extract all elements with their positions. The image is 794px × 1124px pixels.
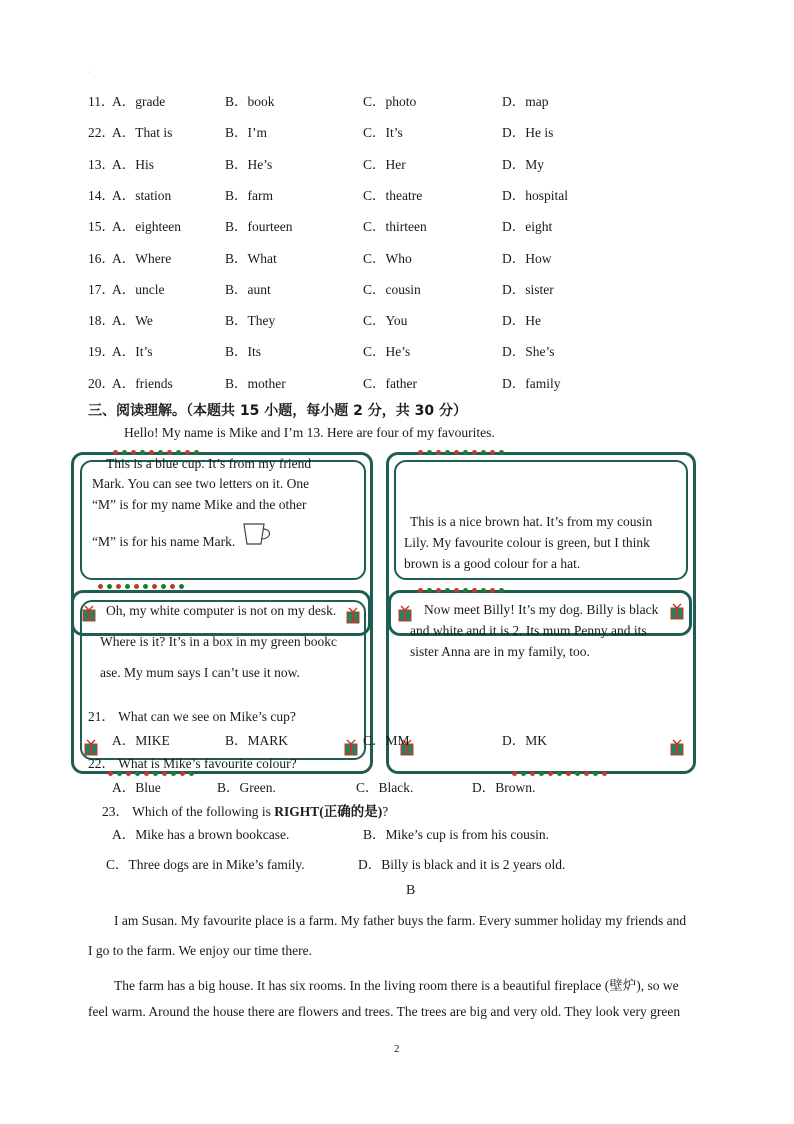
q23-option-a: A．Mike has a brown bookcase.	[112, 827, 290, 842]
gift-icon	[82, 604, 96, 622]
option-b: B．aunt	[225, 281, 271, 297]
decorative-dot	[472, 588, 477, 593]
question-number: 18．	[88, 313, 115, 329]
option-d: D．hospital	[502, 187, 568, 203]
card3-line: Where is it? It’s in a box in my green bookc	[100, 634, 337, 649]
dots-right-mid	[418, 588, 508, 594]
question-number: 19．	[88, 344, 115, 360]
question-number: 20．	[88, 375, 115, 391]
gift-icon	[398, 604, 412, 622]
question-number: 11．	[88, 94, 115, 109]
q22-option-c: C．Black.	[356, 780, 414, 795]
q21-option-d: D．MK	[502, 733, 548, 748]
mc-question-row	[0, 184, 794, 204]
gift-icon	[344, 738, 358, 756]
decorative-dot	[575, 771, 580, 776]
question-number: 17．	[88, 281, 115, 297]
card1-line: Mark. You can see two letters on it. One	[92, 476, 310, 491]
passage-b-line: feel warm. Around the house there are flowers and trees. The trees are big and very old. They look very green	[88, 1004, 681, 1019]
card1-line: “M” is for his name Mark.	[92, 534, 236, 549]
section-b-label: B	[406, 883, 416, 898]
option-b: B．mother	[225, 375, 286, 391]
decorative-dot	[116, 584, 121, 589]
card2-line: brown is a good colour for a hat.	[404, 556, 581, 571]
gift-icon	[346, 606, 360, 624]
option-b: B．Its	[225, 344, 262, 360]
option-a: A．uncle	[112, 281, 165, 297]
passage-b-line: I go to the farm. We enjoy our time there.	[88, 943, 312, 958]
section-heading: 三、阅读理解。（本题共 15 小题，每小题 2 分，共 30 分）	[88, 403, 467, 419]
passage-b-line: The farm has a big house. It has six rooms. In the living room there is a beautiful fireplace (壁炉), so we	[114, 978, 679, 993]
option-c: C．cousin	[363, 281, 421, 297]
decorative-dot	[158, 450, 163, 455]
question-22-stem: 22． What is Mike’s favourite colour?	[88, 756, 297, 771]
card4-line: sister Anna are in my family, too.	[410, 644, 590, 659]
mc-question-row	[0, 309, 794, 329]
decorative-dot	[499, 450, 504, 455]
option-a: A．eighteen	[112, 219, 181, 235]
option-c: C．Who	[363, 250, 412, 266]
mc-question-row	[0, 247, 794, 267]
decorative-dot	[170, 584, 175, 589]
question-number: 15．	[88, 219, 115, 235]
decorative-dot	[194, 450, 199, 455]
decorative-dot	[481, 588, 486, 593]
mc-question-row	[0, 153, 794, 173]
mc-question-row	[0, 215, 794, 235]
decorative-dot	[490, 588, 495, 593]
option-d: D．He is	[502, 125, 554, 141]
option-c: C．He’s	[363, 344, 411, 360]
q23-option-d: D．Billy is black and it is 2 years old.	[358, 857, 566, 872]
decorative-dot	[445, 588, 450, 593]
option-d: D．She’s	[502, 344, 555, 360]
dots-left-mid	[98, 584, 188, 590]
option-b: B．I’m	[225, 125, 267, 141]
option-b: B．farm	[225, 187, 273, 203]
passage-b-line: I am Susan. My favourite place is a farm. My father buys the farm. Every summer holiday my friends and	[114, 913, 687, 928]
q23-option-b: B．Mike’s cup is from his cousin.	[363, 827, 549, 842]
decorative-dot	[454, 450, 459, 455]
decorative-dot	[490, 450, 495, 455]
q22-option-a: A．Blue	[112, 780, 161, 795]
question-23-stem	[102, 800, 388, 820]
decorative-dot	[131, 450, 136, 455]
option-a: A．His	[112, 156, 155, 172]
decorative-dot	[602, 771, 607, 776]
decorative-dot	[176, 450, 181, 455]
option-b: B．book	[225, 94, 275, 109]
card1-line: This is a blue cup. It’s from my friend	[106, 456, 312, 471]
option-c: C．It’s	[363, 125, 403, 141]
option-a: A．friends	[112, 375, 173, 391]
decorative-dot	[98, 584, 103, 589]
question-number: 14．	[88, 187, 115, 203]
option-b: B．They	[225, 313, 276, 329]
gift-icon	[670, 738, 684, 756]
option-c: C．Her	[363, 156, 406, 172]
dots-right-top	[418, 450, 508, 456]
q23-option-c: C．Three dogs are in Mike’s family.	[106, 857, 305, 872]
mc-question-row	[0, 278, 794, 298]
option-d: D．map	[502, 94, 549, 109]
option-c: C．photo	[363, 94, 417, 109]
mc-question-row	[0, 121, 794, 141]
decorative-dot	[557, 771, 562, 776]
decorative-dot	[143, 584, 148, 589]
q23-stem-end: ?	[382, 804, 389, 819]
decorative-dot	[134, 584, 139, 589]
option-d: D．My	[502, 156, 545, 172]
decorative-dot	[149, 450, 154, 455]
decorative-dot	[539, 771, 544, 776]
decorative-dot	[548, 771, 553, 776]
option-d: D．family	[502, 375, 561, 391]
option-c: C．theatre	[363, 187, 423, 203]
decorative-dot	[427, 588, 432, 593]
q22-option-d: D．Brown.	[472, 780, 536, 795]
option-b: B．He’s	[225, 156, 273, 172]
decorative-dot	[593, 771, 598, 776]
option-b: B．fourteen	[225, 219, 293, 235]
q22-option-b: B．Green.	[217, 780, 276, 795]
header-mark: ·	[88, 70, 90, 76]
decorative-dot	[113, 450, 118, 455]
reading-intro: Hello! My name is Mike and I’m 13. Here are four of my favourites.	[124, 425, 495, 440]
question-number: 13．	[88, 156, 115, 172]
decorative-dot	[161, 584, 166, 589]
card2-line: This is a nice brown hat. It’s from my cousin	[410, 514, 653, 529]
decorative-dot	[418, 588, 423, 593]
option-c: C．thirteen	[363, 219, 427, 235]
decorative-dot	[185, 450, 190, 455]
q21-option-b: B．MARK	[225, 733, 289, 748]
option-d: D．He	[502, 313, 541, 329]
question-number: 22．	[88, 125, 115, 141]
option-a: A．That is	[112, 125, 173, 141]
decorative-dot	[418, 450, 423, 455]
mc-question-row	[0, 90, 794, 110]
option-d: D．eight	[502, 219, 553, 235]
option-a: A．We	[112, 313, 153, 329]
decorative-dot	[436, 450, 441, 455]
card1-line: “M” is for my name Mike and the other	[92, 497, 307, 512]
card4-line: and white and it is 2. Its mum Penny and its	[410, 623, 647, 638]
decorative-dot	[140, 450, 145, 455]
gift-icon	[670, 602, 684, 620]
decorative-dot	[445, 450, 450, 455]
q21-option-c: C．MM	[363, 733, 410, 748]
decorative-dot	[472, 450, 477, 455]
decorative-dot	[427, 450, 432, 455]
card2-line: Lily. My favourite colour is green, but I think	[404, 535, 650, 550]
decorative-dot	[152, 584, 157, 589]
q21-option-a: A．MIKE	[112, 733, 170, 748]
question-21-stem: 21． What can we see on Mike’s cup?	[88, 709, 296, 724]
card3-line: ase. My mum says I can’t use it now.	[100, 665, 300, 680]
q23-stem-bold: RIGHT(正确的是)	[274, 804, 383, 819]
decorative-dot	[481, 450, 486, 455]
cup-icon	[242, 521, 274, 547]
decorative-dot	[179, 584, 184, 589]
decorative-dot	[463, 450, 468, 455]
option-a: A．Where	[112, 250, 172, 266]
decorative-dot	[454, 588, 459, 593]
decorative-dot	[566, 771, 571, 776]
decorative-dot	[463, 588, 468, 593]
option-a: A．grade	[112, 94, 166, 109]
option-d: D．How	[502, 250, 552, 266]
decorative-dot	[499, 588, 504, 593]
option-c: C．You	[363, 313, 408, 329]
q23-stem-text: 23． Which of the following is	[102, 804, 275, 819]
decorative-dot	[584, 771, 589, 776]
decorative-dot	[122, 450, 127, 455]
mc-question-row	[0, 340, 794, 360]
option-d: D．sister	[502, 281, 554, 297]
option-a: A．It’s	[112, 344, 153, 360]
option-c: C．father	[363, 375, 417, 391]
option-a: A．station	[112, 187, 172, 203]
decorative-dot	[107, 584, 112, 589]
page-number: 2	[394, 1043, 400, 1055]
card3-line: Oh, my white computer is not on my desk.	[106, 603, 337, 618]
card4-line: Now meet Billy! It’s my dog. Billy is black	[424, 602, 659, 617]
decorative-dot	[167, 450, 172, 455]
option-b: B．What	[225, 250, 277, 266]
question-number: 16．	[88, 250, 115, 266]
mc-question-row	[0, 372, 794, 392]
decorative-dot	[125, 584, 130, 589]
decorative-dot	[436, 588, 441, 593]
